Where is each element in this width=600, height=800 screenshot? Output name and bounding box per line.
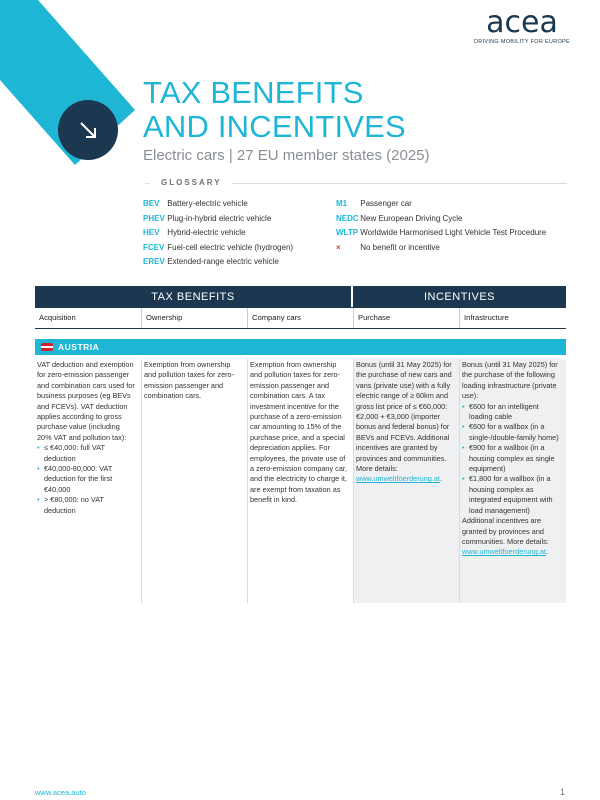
glossary-item: PHEV Plug-in-hybrid electric vehicle: [143, 213, 272, 223]
glossary-item: M1 Passenger car: [336, 199, 412, 208]
cross-icon: ×: [336, 242, 341, 252]
column-acquisition: Acquisition: [39, 313, 76, 322]
footer-website-link[interactable]: www.acea.auto: [35, 788, 86, 797]
cell-purchase: Bonus (until 31 May 2025) for the purchase of new cars and vans (private use) with a fully electric range of ≥ 60km and gross list price of ≤ €60,000: €2,000 + €3,000 (importer bonus and federal bonus) for BEVs and FCEVs. Additional incentives are granted by provinces and communities. More details: www.umweltfoerderung.at.: [353, 359, 459, 603]
column-company-cars: Company cars: [247, 308, 353, 328]
austria-flag-icon: [41, 343, 53, 351]
page-title: TAX BENEFITS AND INCENTIVES: [143, 75, 406, 144]
glossary-item: × No benefit or incentive: [336, 241, 546, 256]
page-subtitle: Electric cars | 27 EU member states (2025): [143, 147, 430, 164]
list-item: • €1,800 for a wallbox (in a housing complex as integrated equipment with load management): [462, 474, 561, 516]
list-item: • €40,000-80,000: VAT deduction for the first €40,000: [37, 464, 136, 495]
list-item: • €600 for an intelligent loading cable: [462, 402, 561, 423]
cell-infrastructure: Bonus (until 31 May 2025) for the purchase of the following loading infrastructure (private use): • €600 for an intelligent loading cable • €600 for a wallbox (in a single-/double-family home) • €900 for a wallbox (in a housing complex as single equipment) • €1,800 for a wallbox (in a housing complex as integrated equipment with load management) Additional incentives are granted by provinces and communities. More details: www.umweltfoerderung.at.: [459, 359, 566, 603]
column-purchase: Purchase: [353, 308, 459, 328]
column-infrastructure: Infrastructure: [459, 308, 566, 328]
divider: [232, 183, 567, 184]
cell-acquisition: VAT deduction and exemption for zero-emission passenger and combination cars used for business purposes (eg BEVs and FCEVs). VAT deduction applies according to gross purchase value (including 20% VAT and pollution tax): • ≤ €40,000: full VAT deduction • €40,000-80,000: VAT deduction for the first €40,000 • > €80,000: no VAT deduction: [35, 359, 141, 603]
incentives-header: INCENTIVES: [353, 286, 566, 307]
glossary-item: NEDC New European Driving Cycle: [336, 213, 463, 223]
glossary-right: [336, 197, 546, 255]
cell-company-cars: Exemption from ownership and pollution taxes for zero-emission passenger and combination cars. A tax investment incentive for the purchase of a zero-emission car amounting to 15% of the purchase price, and a special depreciation applies. For employees, the private use of a zero-emission company car, and the electricity to charge it, are exempt from taxation as benefit in kind.: [247, 359, 353, 603]
glossary-left: [143, 197, 293, 270]
list-item: • ≤ €40,000: full VAT deduction: [37, 443, 136, 464]
cell-ownership: Exemption from ownership and pollution taxes for zero-emission passenger and combination cars.: [141, 359, 247, 603]
list-item: • €900 for a wallbox (in a housing complex as single equipment): [462, 443, 561, 474]
glossary-heading: → GLOSSARY: [143, 178, 222, 187]
country-row-austria: AUSTRIA: [35, 339, 566, 355]
table-row: [35, 359, 566, 603]
list-item: • > €80,000: no VAT deduction: [37, 495, 136, 516]
glossary-item: HEV Hybrid-electric vehicle: [143, 228, 246, 237]
page-number: 1: [559, 787, 565, 797]
tax-benefits-header: TAX BENEFITS: [35, 286, 351, 307]
benefits-table: [35, 286, 566, 603]
glossary-item: EREV Extended-range electric vehicle: [143, 257, 279, 266]
purchase-details-link[interactable]: www.umweltfoerderung.at: [356, 474, 440, 484]
column-headers: [35, 307, 566, 329]
column-ownership: Ownership: [141, 308, 247, 328]
glossary-item: WLTP Worldwide Harmonised Light Vehicle Test Procedure: [336, 228, 547, 237]
infrastructure-details-link[interactable]: www.umweltfoerderung.at: [462, 547, 546, 557]
list-item: • €600 for a wallbox (in a single-/double-family home): [462, 422, 561, 443]
glossary-item: BEV Battery-electric vehicle: [143, 199, 248, 208]
arrow-right-icon: →: [143, 178, 153, 187]
glossary-item: FCEV Fuel-cell electric vehicle (hydrogen): [143, 242, 294, 252]
acea-logo: acea DRIVING MOBILITY FOR EUROPE: [473, 5, 570, 45]
